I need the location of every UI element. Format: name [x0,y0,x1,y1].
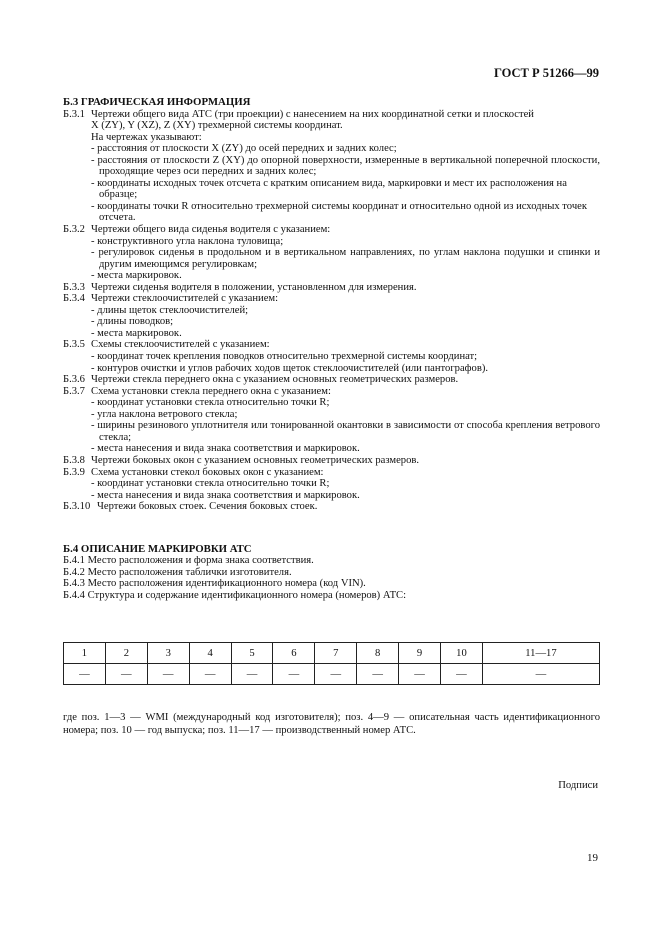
item-text: Чертежи боковых стоек. Сечения боковых стоек. [97,501,318,513]
item-text: X (ZY), Y (XZ), Z (XY) трехмерной системы координат. [91,120,343,132]
item-text: Схемы стеклоочистителей с указанием: [91,339,270,351]
item-b4-1: Б.4.1 Место расположения и форма знака соответствия. [63,555,314,567]
list-item: - расстояния от плоскости X (ZY) до осей передних и задних колес; [91,143,397,155]
item-number: Б.3.2 [63,224,85,236]
item-number: Б.3.3 [63,281,85,293]
table-cell: 5 [231,643,273,664]
table-cell: 3 [147,643,189,664]
list-item: - расстояния от плоскости Z (XY) до опорной поверхности, измеренные в вертикальной поперечной плоскости, проходящие через оси передних и задних колес; [91,154,600,178]
page-number: 19 [587,852,598,864]
list-item: - длины щеток стеклоочистителей; [91,304,249,316]
item-text: Схема установки стекла переднего окна с указанием: [91,385,331,397]
item-number: Б.3.9 [63,466,85,478]
item-text: Чертежи боковых окон с указанием основных геометрических размеров. [91,454,420,466]
document-code: ГОСТ Р 51266—99 [493,66,599,80]
item-text: Чертежи общего вида АТС (три проекции) с нанесением на них координатной сетки и плоскостей [91,108,534,120]
item-b3-3 [63,282,600,294]
vin-structure-table [63,642,600,685]
item-number: Б.3.6 [63,374,85,386]
document-body [63,97,600,601]
table-cell: — [105,664,147,685]
list-item: - координаты точки R относительно трехмерной системы координат и относительно одной из исходных точек отсчета. [91,200,587,224]
list-item: - места нанесения и вида знака соответствия и маркировок. [91,489,360,501]
item-number: Б.3.10 [63,501,91,513]
table-row [64,664,600,685]
item-b4-2: Б.4.2 Место расположения таблички изготовителя. [63,566,292,578]
list-item: - координат точек крепления поводков относительно трехмерной системы координат; [91,351,478,363]
item-number: Б.3.8 [63,454,85,466]
table-cell: — [64,664,106,685]
item-text: Чертежи сиденья водителя в положении, установленном для измерения. [91,281,417,293]
item-text: Чертежи общего вида сиденья водителя с указанием: [91,224,331,236]
section-b4-title: Б.4 ОПИСАНИЕ МАРКИРОВКИ АТС [63,542,252,555]
item-number: Б.3.4 [63,293,85,305]
table-cell: 2 [105,643,147,664]
item-b3-8 [63,455,600,467]
list-item: - места нанесения и вида знака соответствия и маркировок. [91,443,360,455]
table-cell: — [273,664,315,685]
table-cell: — [441,664,483,685]
list-item: - угла наклона ветрового стекла; [91,408,238,420]
item-b3-4 [63,293,600,305]
item-b3-1 [63,109,600,121]
list-item: - регулировок сиденья в продольном и в вертикальном направлениях, по углам наклона подушки и спинки и другим имеющимся регулировкам; [91,247,600,270]
section-b3-title: Б.3 ГРАФИЧЕСКАЯ ИНФОРМАЦИЯ [63,96,251,108]
table-cell: — [189,664,231,685]
item-text: На чертежах указывают: [91,131,202,143]
item-number: Б.3.5 [63,339,85,351]
list-item: - места маркировок. [91,327,182,339]
table-cell: — [315,664,357,685]
list-item: - координат установки стекла относительно точки R; [91,478,330,490]
table-cell: 8 [357,643,399,664]
item-number: Б.3.7 [63,385,85,397]
item-b4-3: Б.4.3 Место расположения идентификационного номера (код VIN). [63,578,366,590]
table-cell: 6 [273,643,315,664]
table-footnote: где поз. 1—3 — WMI (международный код изготовителя); поз. 4—9 — описательная часть идентификационного номера; поз. 10 — год выпуска; поз. 11—17 — производственный номер АТС. [63,712,600,736]
table-cell: 1 [64,643,106,664]
table-cell: — [147,664,189,685]
list-item: - координаты исходных точек отсчета с кратким описанием вида, маркировки и мест их расположения на образце; [91,177,567,201]
list-item: - ширины резинового уплотнителя или тонированной окантовки в зависимости от способа крепления ветрового стекла; [91,420,600,443]
item-b3-5 [63,339,600,351]
item-b3-10 [63,501,600,513]
item-b3-2 [63,224,600,236]
list-item: - контуров очистки и углов рабочих ходов щеток стеклоочистителей (или пантографов). [91,362,489,374]
item-text: Схема установки стекол боковых окон с указанием: [91,466,324,478]
item-number: Б.3.1 [63,108,85,120]
table-cell: 4 [189,643,231,664]
table-cell: 10 [441,643,483,664]
item-b3-6 [63,374,600,386]
table-cell: 11—17 [482,643,599,664]
list-item: - координат установки стекла относительно точки R; [91,397,330,409]
item-b4-4: Б.4.4 Структура и содержание идентификационного номера (номеров) АТС: [63,589,407,601]
signatures-label: Подписи [558,780,598,791]
item-text: Чертежи стеклоочистителей с указанием: [91,293,279,305]
list-item: - места маркировок. [91,270,182,282]
table-cell: — [482,664,599,685]
item-b3-7 [63,386,600,398]
table-cell: — [399,664,441,685]
item-text: Чертежи стекла переднего окна с указанием основных геометрических размеров. [91,374,459,386]
table-cell: — [231,664,273,685]
list-item: - конструктивного угла наклона туловища; [91,235,284,247]
table-cell: 7 [315,643,357,664]
table-header-row [64,643,600,664]
table-cell: 9 [399,643,441,664]
table-cell: — [357,664,399,685]
list-item: - длины поводков; [91,316,174,328]
item-b3-9 [63,467,600,479]
